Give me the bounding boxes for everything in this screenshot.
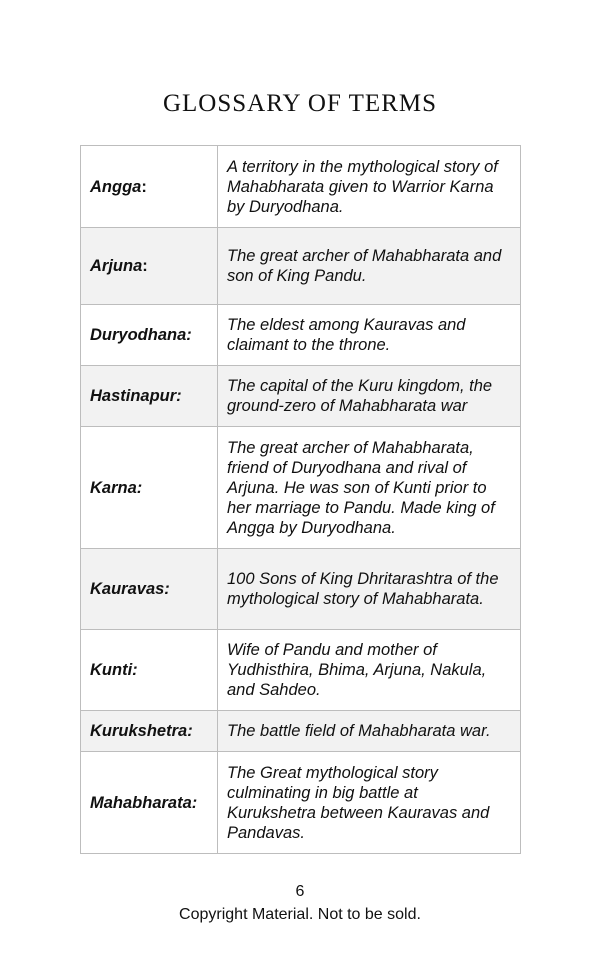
glossary-row-mahabharata	[81, 752, 521, 854]
definition-cell	[218, 146, 521, 228]
term-text: Duryodhana:	[90, 326, 192, 344]
term-colon: :	[141, 177, 147, 196]
glossary-table	[80, 145, 521, 854]
term-colon: :	[142, 257, 148, 275]
definition-cell	[218, 549, 521, 630]
definition-text: Wife of Pandu and mother of Yudhisthira, Bhima, Arjuna, Nakula, and Sahdeo.	[227, 641, 487, 699]
glossary-row-arjuna	[81, 228, 521, 305]
definition-text: The great archer of Mahabharata, friend of Duryodhana and rival of Arjuna. He was son of Kunti prior to her marriage to Pandu. Made king of Angga by Duryodhana.	[227, 438, 495, 537]
definition-text: The Great mythological story culminating in big battle at Kurukshetra between Kauravas and Pandavas.	[227, 763, 490, 842]
glossary-row-hastinapur	[81, 366, 521, 427]
definition-text: A territory in the mythological story of Mahabharata given to Warrior Karna by Duryodhana.	[227, 157, 498, 216]
glossary-row-duryodhana	[81, 305, 521, 366]
definition-text: The great archer of Mahabharata and son of King Pandu.	[227, 247, 502, 285]
glossary-row-kurukshetra	[81, 711, 521, 752]
definition-cell	[218, 366, 521, 427]
term-cell	[81, 366, 218, 427]
glossary-row-angga	[81, 146, 521, 228]
definition-text: The battle field of Mahabharata war.	[227, 722, 491, 740]
copyright-note: Copyright Material. Not to be sold.	[179, 906, 421, 923]
glossary-row-kunti	[81, 630, 521, 711]
term-text: Karna:	[90, 478, 143, 497]
term-cell	[81, 752, 218, 854]
glossary-row-kauravas	[81, 549, 521, 630]
term-text: Mahabharata:	[90, 793, 198, 812]
term-text: Kurukshetra:	[90, 722, 193, 740]
term-text: Kauravas:	[90, 580, 170, 598]
term-text: Angga	[90, 177, 142, 196]
definition-cell	[218, 427, 521, 549]
definition-cell	[218, 630, 521, 711]
definition-cell	[218, 305, 521, 366]
glossary-row-karna	[81, 427, 521, 549]
term-cell	[81, 146, 218, 228]
definition-text: The eldest among Kauravas and claimant to the throne.	[227, 316, 466, 354]
definition-text: The capital of the Kuru kingdom, the ground-zero of Mahabharata war	[227, 377, 493, 415]
term-text: Hastinapur:	[90, 387, 182, 405]
term-cell	[81, 305, 218, 366]
definition-cell	[218, 711, 521, 752]
definition-cell	[218, 752, 521, 854]
term-text: Kunti:	[90, 661, 138, 679]
term-text: Arjuna	[90, 257, 143, 275]
term-cell	[81, 630, 218, 711]
page-title: GLOSSARY OF TERMS	[162, 90, 438, 117]
term-cell	[81, 228, 218, 305]
term-cell	[81, 427, 218, 549]
definition-cell	[218, 228, 521, 305]
page-number: 6	[295, 883, 305, 900]
definition-text: 100 Sons of King Dhritarashtra of the mythological story of Mahabharata.	[227, 570, 499, 608]
term-cell	[81, 711, 218, 752]
term-cell	[81, 549, 218, 630]
